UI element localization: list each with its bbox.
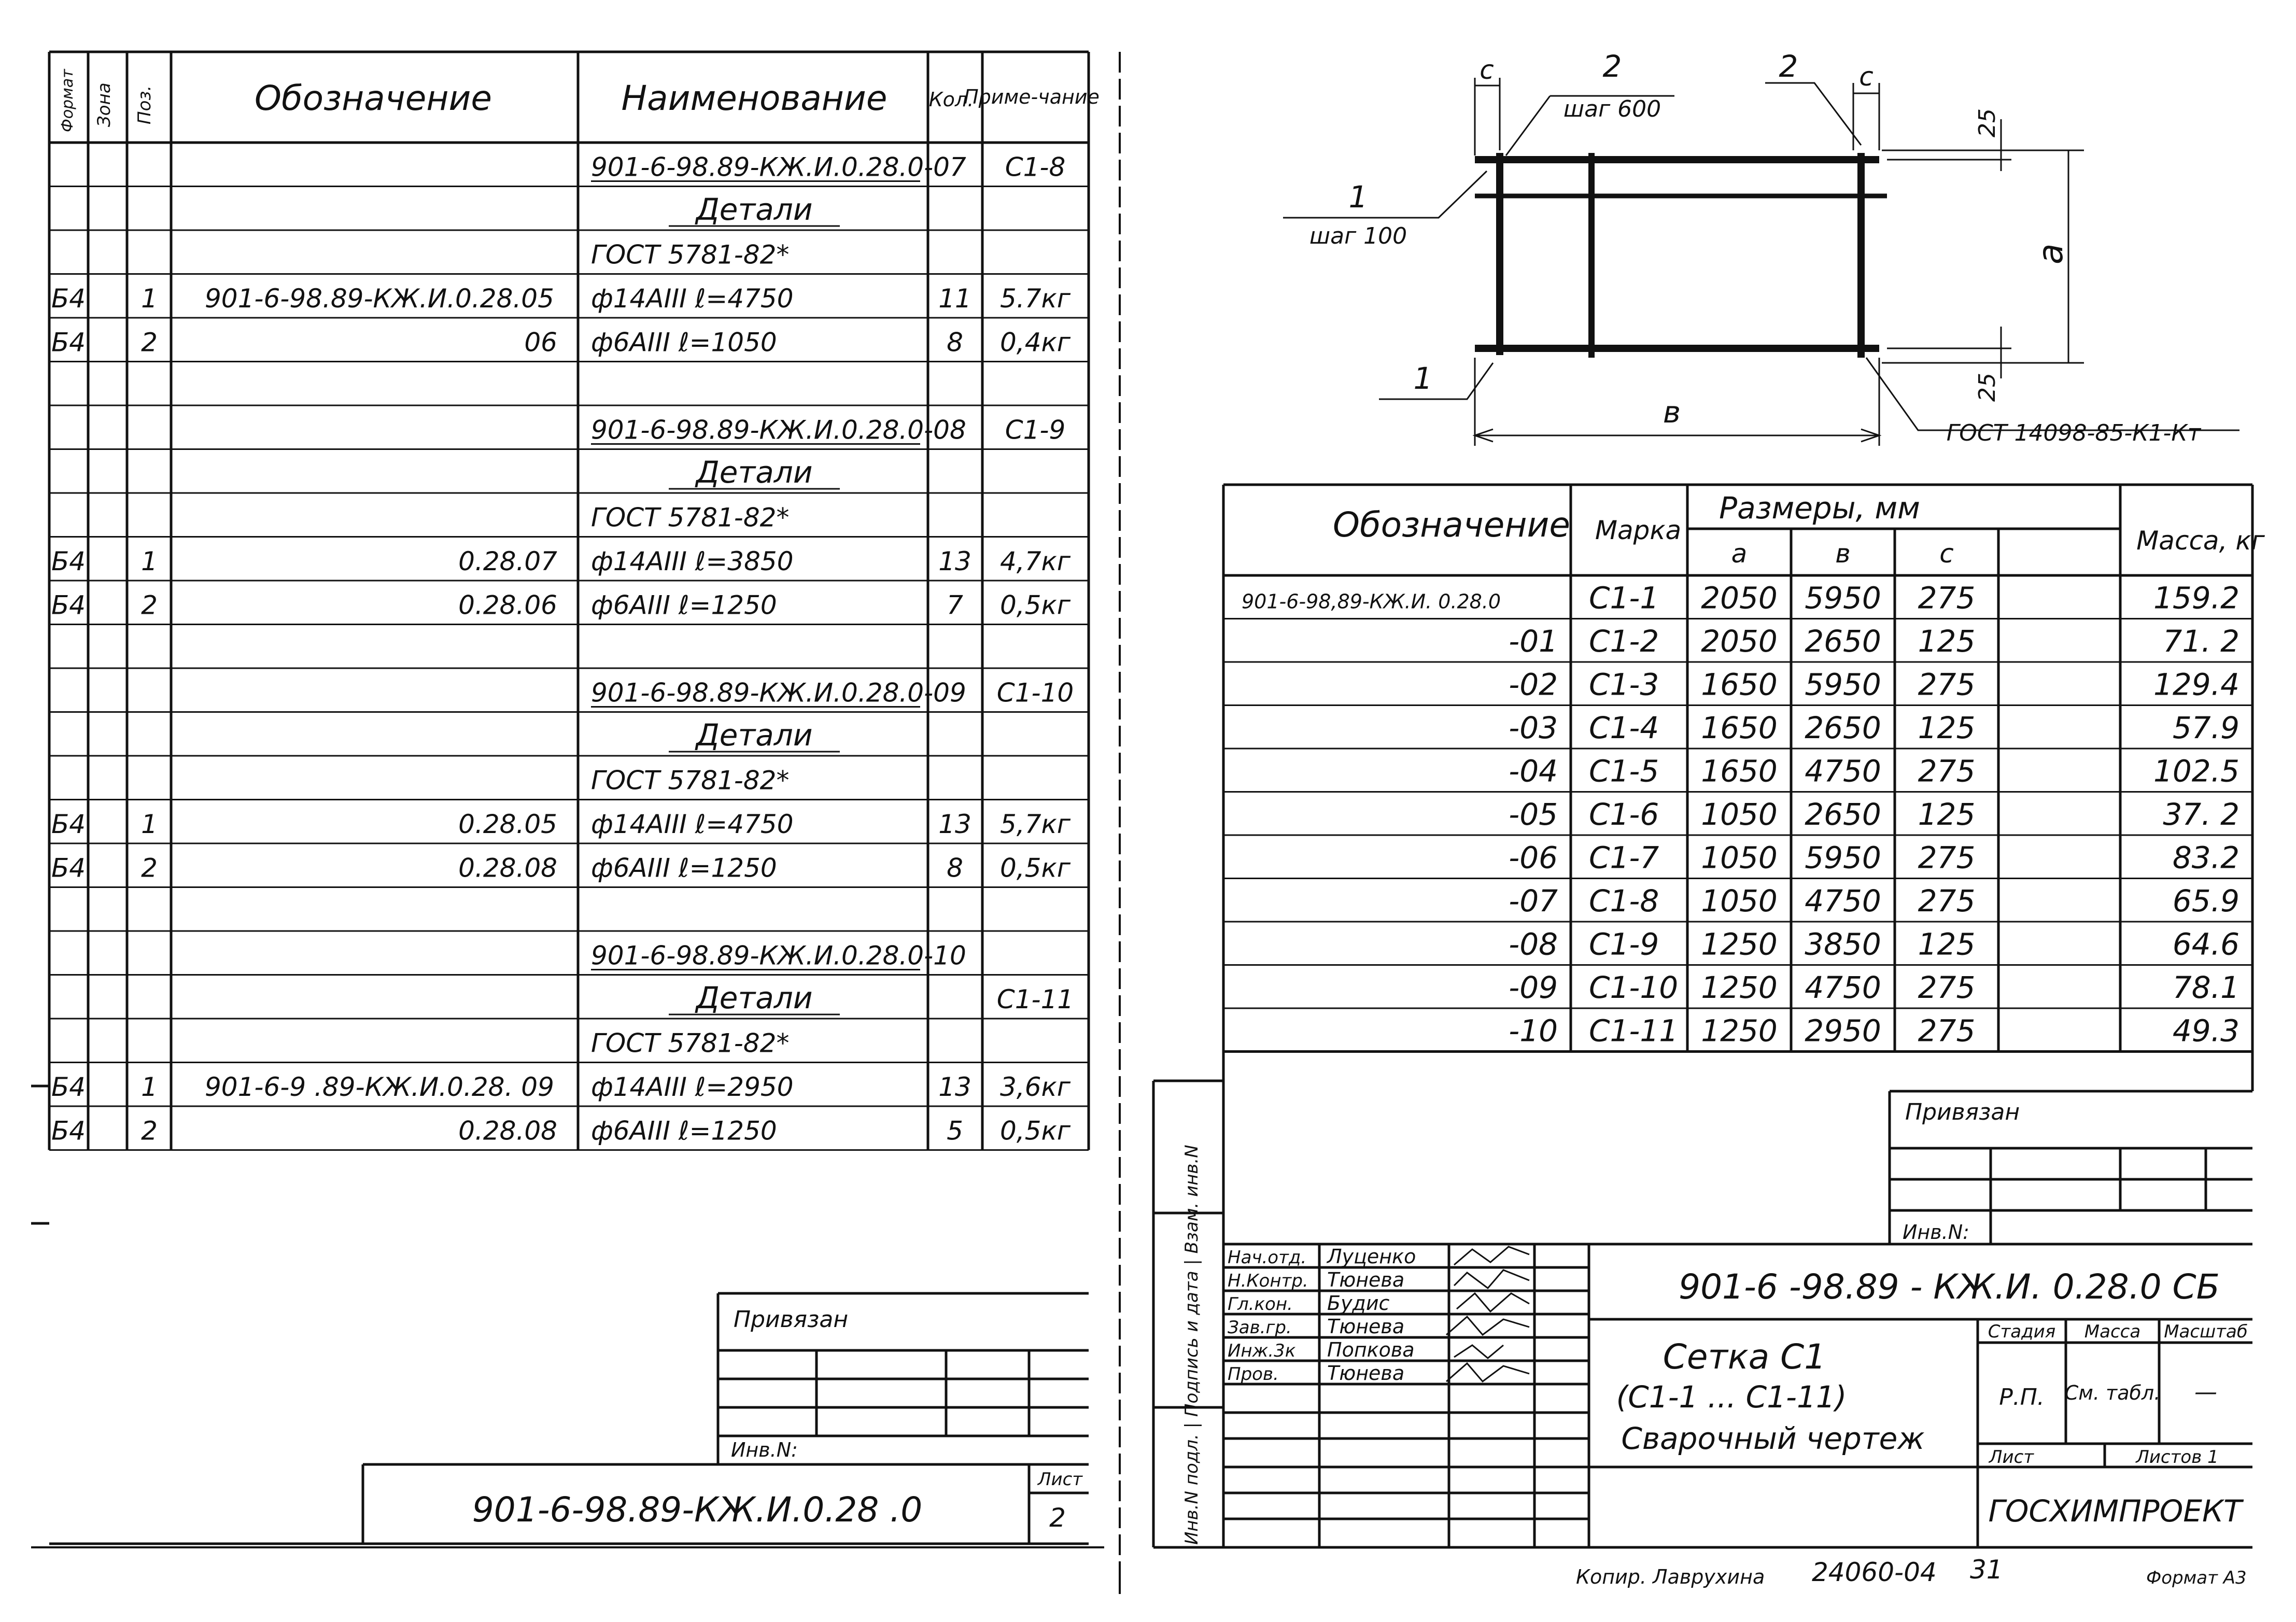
size-cell-mass: 49.3 xyxy=(2172,1013,2239,1049)
size-header-b: в xyxy=(1835,539,1851,569)
size-cell-b: 4750 xyxy=(1805,970,1881,1005)
spec-row xyxy=(51,284,1071,314)
tb-stage-label: Стадия xyxy=(1988,1321,2056,1342)
staff-row xyxy=(1228,1362,1404,1385)
size-cell-mark: С1-7 xyxy=(1589,840,1659,876)
size-cell-mass: 159.2 xyxy=(2153,580,2239,616)
size-row xyxy=(1509,710,2239,745)
size-cell-b: 2950 xyxy=(1805,1013,1881,1049)
spec-cell-note: С1-8 xyxy=(1005,152,1066,182)
tb-title-2: (С1-1 ... С1-11) xyxy=(1616,1379,1847,1415)
spec-cell-name: ГОСТ 5781-82* xyxy=(591,239,790,270)
size-cell-mass: 78.1 xyxy=(2172,970,2239,1005)
size-cell-a: 1250 xyxy=(1701,926,1778,962)
spec-cell-qty: 11 xyxy=(938,284,971,314)
tb-title-3: Сварочный чертеж xyxy=(1621,1421,1925,1456)
size-cell-a: 1250 xyxy=(1701,970,1778,1005)
spec-cell-name: Детали xyxy=(696,980,813,1015)
spec-cell-name: ф6АIII ℓ=1050 xyxy=(591,327,777,358)
spec-row xyxy=(591,152,1065,182)
spec-cell-name: Детали xyxy=(696,455,813,490)
spec-cell-note: 0,5кг xyxy=(1000,853,1070,883)
staff-name: Луценко xyxy=(1327,1245,1416,1268)
spec-row xyxy=(669,455,840,490)
size-cell-a: 1050 xyxy=(1701,883,1778,919)
size-row xyxy=(1509,927,2239,962)
staff-name: Попкова xyxy=(1327,1338,1415,1361)
spec-cell-name: ф14АIII ℓ=4750 xyxy=(591,809,794,839)
weld-note: ГОСТ 14098-85-К1-Кт xyxy=(1946,420,2201,446)
size-cell-a: 2050 xyxy=(1701,580,1778,616)
size-cell-mark: С1-6 xyxy=(1589,797,1659,832)
spec-cell-pos: 1 xyxy=(141,284,158,314)
spec-cell-format: Б4 xyxy=(51,546,86,576)
size-header-mass: Масса, кг xyxy=(2136,526,2265,556)
size-cell-a: 1650 xyxy=(1701,710,1778,745)
left-specification-table xyxy=(31,52,1100,1544)
size-cell-designation: -10 xyxy=(1509,1013,1558,1049)
size-cell-b: 5950 xyxy=(1805,580,1881,616)
size-cell-designation: -09 xyxy=(1509,970,1558,1005)
size-cell-mark: С1-9 xyxy=(1589,926,1659,962)
size-cell-mass: 83.2 xyxy=(2172,840,2239,876)
size-cell-c: 125 xyxy=(1918,624,1976,659)
step-600: шаг 600 xyxy=(1563,96,1661,122)
size-cell-mass: 65.9 xyxy=(2172,883,2239,919)
size-cell-mark: С1-5 xyxy=(1589,753,1659,789)
dim-c-left: с xyxy=(1480,55,1494,85)
tb-scale-label: Масштаб xyxy=(2164,1321,2248,1342)
tb-sheets-label: Листов 1 xyxy=(2136,1447,2219,1468)
header-zone: Зона xyxy=(94,82,115,127)
spec-cell-note: 5,7кг xyxy=(1000,809,1070,839)
bar2-label: 2 xyxy=(1602,49,1622,84)
staff-role: Н.Контр. xyxy=(1228,1271,1308,1291)
tb-sheet-label: Лист xyxy=(1989,1447,2034,1468)
spec-row xyxy=(669,192,840,227)
size-cell-b: 2650 xyxy=(1805,624,1881,659)
spec-row xyxy=(669,717,840,753)
size-cell-a: 1650 xyxy=(1701,753,1778,789)
mesh-drawing xyxy=(1283,49,2239,446)
staff-row xyxy=(1228,1245,1416,1268)
staff-row xyxy=(1228,1268,1404,1291)
spec-cell-designation: 06 xyxy=(524,327,557,358)
size-cell-c: 275 xyxy=(1918,667,1976,702)
size-header-sizes: Размеры, мм xyxy=(1719,490,1920,526)
spec-cell-format: Б4 xyxy=(51,327,86,358)
spec-row xyxy=(591,1028,789,1059)
footer-format: Формат А3 xyxy=(2146,1568,2247,1588)
tb-title-1: Сетка С1 xyxy=(1663,1337,1826,1377)
header-pos: Поз. xyxy=(134,85,155,124)
spec-cell-designation: 0.28.07 xyxy=(458,546,557,576)
size-cell-c: 125 xyxy=(1918,710,1976,745)
spec-cell-format: Б4 xyxy=(51,809,86,839)
size-cell-mass: 102.5 xyxy=(2153,753,2239,789)
spec-cell-pos: 2 xyxy=(141,327,158,358)
size-cell-b: 5950 xyxy=(1805,840,1881,876)
size-cell-designation: -02 xyxy=(1509,667,1558,702)
size-cell-mass: 64.6 xyxy=(2172,926,2239,962)
left-privyazan: Привязан xyxy=(734,1306,849,1333)
spec-cell-name: ф6АIII ℓ=1250 xyxy=(591,853,777,883)
size-cell-c: 275 xyxy=(1918,1013,1976,1049)
bar1-label: 1 xyxy=(1348,179,1368,215)
size-cell-mass: 37. 2 xyxy=(2163,797,2239,832)
size-row xyxy=(1509,1013,2239,1049)
spec-cell-designation: 0.28.08 xyxy=(458,1116,557,1146)
spec-row xyxy=(591,941,966,971)
staff-name: Тюнева xyxy=(1327,1315,1405,1338)
spec-cell-note: 0,5кг xyxy=(1000,590,1070,620)
spec-cell-pos: 2 xyxy=(141,1116,158,1146)
spec-row xyxy=(51,853,1071,883)
staff-name: Будис xyxy=(1327,1292,1390,1315)
size-cell-a: 2050 xyxy=(1701,624,1778,659)
spec-row xyxy=(591,678,1074,708)
spec-cell-qty: 5 xyxy=(947,1116,963,1146)
size-cell-designation: -03 xyxy=(1509,710,1558,745)
spec-row xyxy=(591,415,1065,445)
size-cell-c: 275 xyxy=(1918,840,1976,876)
size-cell-b: 2650 xyxy=(1805,710,1881,745)
spec-row xyxy=(591,240,789,270)
spec-cell-format: Б4 xyxy=(51,284,86,314)
header-name: Наименование xyxy=(621,78,888,118)
size-cell-designation: -04 xyxy=(1509,753,1558,789)
header-note: Приме-чание xyxy=(964,86,1100,108)
size-cell-mass: 71. 2 xyxy=(2163,624,2239,659)
spec-cell-qty: 8 xyxy=(947,853,963,883)
spec-cell-name: ф14АIII ℓ=4750 xyxy=(591,284,794,314)
bar1-bottom-label: 1 xyxy=(1413,361,1433,396)
tb-scale-value: — xyxy=(2194,1379,2217,1405)
dim-25-bottom: 25 xyxy=(1974,373,2001,402)
spec-cell-format: Б4 xyxy=(51,1072,86,1102)
size-header-mark: Марка xyxy=(1595,515,1682,545)
staff-role: Нач.отд. xyxy=(1228,1247,1307,1268)
spec-cell-format: Б4 xyxy=(51,590,86,620)
spec-cell-qty: 13 xyxy=(938,809,971,839)
size-cell-c: 275 xyxy=(1918,883,1976,919)
size-cell-mass: 57.9 xyxy=(2172,710,2239,745)
tb-mass-label: Масса xyxy=(2084,1321,2141,1342)
spec-cell-name: ГОСТ 5781-82* xyxy=(591,1028,790,1059)
spec-row xyxy=(51,1116,1071,1146)
left-inv: Инв.N: xyxy=(731,1438,798,1461)
spec-cell-format: Б4 xyxy=(51,853,86,883)
spec-cell-qty: 13 xyxy=(938,546,971,576)
size-cell-designation: -08 xyxy=(1509,926,1558,962)
size-cell-c: 275 xyxy=(1918,753,1976,789)
size-row xyxy=(1509,667,2239,702)
dim-a: а xyxy=(2031,243,2070,264)
size-cell-b: 2650 xyxy=(1805,797,1881,832)
bar2-right-label: 2 xyxy=(1779,49,1798,84)
footer-order: 24060-04 xyxy=(1812,1557,1937,1587)
staff-role: Пров. xyxy=(1228,1364,1279,1385)
staff-name: Тюнева xyxy=(1327,1362,1405,1385)
tb-org: ГОСХИМПРОЕКТ xyxy=(1988,1493,2242,1529)
spec-row xyxy=(51,590,1071,620)
tb-side-stamp: Инв.N подл. | Подпись и дата | Взам. инв.N xyxy=(1181,1145,1202,1545)
left-stamp xyxy=(31,1086,1089,1544)
spec-cell-pos: 2 xyxy=(141,853,158,883)
size-cell-mass: 129.4 xyxy=(2153,667,2239,702)
spec-cell-designation: 0.28.08 xyxy=(458,853,557,883)
size-cell-c: 275 xyxy=(1918,970,1976,1005)
dim-b: в xyxy=(1663,394,1681,430)
size-cell-a: 1050 xyxy=(1701,797,1778,832)
size-row xyxy=(1509,970,2239,1005)
spec-cell-name: ГОСТ 5781-82* xyxy=(591,502,790,533)
step-100: шаг 100 xyxy=(1309,223,1407,249)
staff-role: Гл.кон. xyxy=(1228,1294,1293,1315)
left-sheet-no: 2 xyxy=(1049,1503,1066,1533)
size-cell-b: 4750 xyxy=(1805,753,1881,789)
size-header-a: а xyxy=(1731,539,1748,569)
spec-cell-note: 3,6кг xyxy=(1000,1072,1070,1102)
size-cell-designation: -06 xyxy=(1509,840,1558,876)
spec-cell-format: Б4 xyxy=(51,1116,86,1146)
spec-cell-name: ф6АIII ℓ=1250 xyxy=(591,1116,777,1146)
staff-row xyxy=(1228,1338,1415,1361)
spec-cell-pos: 1 xyxy=(141,1072,158,1102)
tb-stage: Р.П. xyxy=(1999,1384,2045,1411)
header-designation: Обозначение xyxy=(255,78,492,118)
size-row xyxy=(1509,624,2239,659)
spec-row xyxy=(51,328,1071,358)
spec-cell-designation: 901-6-9 .89-КЖ.И.0.28. 09 xyxy=(205,1072,554,1102)
spec-cell-note: С1-11 xyxy=(996,984,1074,1014)
spec-cell-name: 901-6-98.89-КЖ.И.0.28.0-07 xyxy=(591,152,966,182)
spec-cell-pos: 1 xyxy=(141,809,158,839)
spec-cell-note: 5.7кг xyxy=(1000,284,1070,314)
spec-cell-note: С1-10 xyxy=(996,678,1074,708)
spec-cell-note: 0,4кг xyxy=(1000,327,1070,358)
dim-c-right: с xyxy=(1859,62,1874,92)
spec-cell-name: 901-6-98.89-КЖ.И.0.28.0-08 xyxy=(591,415,966,445)
spec-cell-designation: 0.28.05 xyxy=(458,809,557,839)
spec-cell-pos: 2 xyxy=(141,590,158,620)
mesh-size-table xyxy=(1223,485,2265,1091)
spec-cell-name: 901-6-98.89-КЖ.И.0.28.0-10 xyxy=(591,940,966,971)
spec-cell-designation: 901-6-98.89-КЖ.И.0.28.05 xyxy=(205,284,554,314)
spec-cell-note: 0,5кг xyxy=(1000,1116,1070,1146)
header-qty: Кол. xyxy=(928,88,974,111)
tb-code: 901-6 -98.89 - КЖ.И. 0.28.0 СБ xyxy=(1679,1267,2220,1307)
size-cell-a: 1650 xyxy=(1701,667,1778,702)
spec-cell-qty: 13 xyxy=(938,1072,971,1102)
size-row xyxy=(1509,840,2239,876)
spec-cell-name: Детали xyxy=(696,192,813,227)
dim-25-top: 25 xyxy=(1974,108,2001,137)
spec-cell-designation: 0.28.06 xyxy=(458,590,557,620)
size-cell-designation: -07 xyxy=(1509,883,1558,919)
tb-privyazan: Привязан xyxy=(1905,1099,2020,1125)
spec-cell-pos: 1 xyxy=(141,546,158,576)
size-cell-a: 1250 xyxy=(1701,1013,1778,1049)
spec-cell-name: 901-6-98.89-КЖ.И.0.28.0-09 xyxy=(591,678,966,708)
spec-cell-name: ф6АIII ℓ=1250 xyxy=(591,590,777,620)
size-cell-mark: С1-4 xyxy=(1589,710,1659,745)
tb-mass-value: См. табл. xyxy=(2064,1381,2161,1404)
spec-cell-name: ф14АIII ℓ=2950 xyxy=(591,1072,794,1102)
spec-row xyxy=(591,503,789,533)
size-header-designation: Обозначение xyxy=(1333,505,1570,545)
size-cell-c: 125 xyxy=(1918,797,1976,832)
spec-cell-qty: 8 xyxy=(947,327,963,358)
spec-cell-name: ГОСТ 5781-82* xyxy=(591,765,790,796)
left-sheet-label: Лист xyxy=(1037,1469,1083,1490)
left-stamp-code: 901-6-98.89-КЖ.И.0.28 .0 xyxy=(472,1490,923,1530)
spec-row xyxy=(669,980,1074,1015)
size-cell-b: 3850 xyxy=(1805,926,1881,962)
size-cell-mark: С1-11 xyxy=(1589,1013,1679,1049)
spec-row xyxy=(51,546,1071,576)
staff-name: Тюнева xyxy=(1327,1268,1405,1291)
staff-role: Зав.гр. xyxy=(1228,1317,1292,1338)
size-cell-mark: С1-8 xyxy=(1589,883,1659,919)
spec-row xyxy=(591,766,789,796)
size-cell-designation: -01 xyxy=(1509,624,1558,659)
footer-copier: Копир. Лаврухина xyxy=(1576,1565,1765,1588)
size-cell-b: 4750 xyxy=(1805,883,1881,919)
tb-inv: Инв.N: xyxy=(1903,1221,1969,1244)
size-row xyxy=(1242,581,2239,616)
size-row xyxy=(1509,797,2239,832)
header-format: Формат xyxy=(59,69,77,132)
staff-row xyxy=(1228,1315,1404,1338)
size-cell-designation: -05 xyxy=(1509,797,1558,832)
size-cell-designation: 901-6-98,89-КЖ.И. 0.28.0 xyxy=(1242,590,1501,613)
size-cell-c: 275 xyxy=(1918,580,1976,616)
size-cell-b: 5950 xyxy=(1805,667,1881,702)
size-cell-a: 1050 xyxy=(1701,840,1778,876)
size-row xyxy=(1509,754,2239,789)
spec-cell-qty: 7 xyxy=(947,590,963,620)
spec-cell-note: 4,7кг xyxy=(1000,546,1070,576)
spec-row xyxy=(51,1072,1071,1102)
spec-cell-name: Детали xyxy=(696,717,813,753)
size-cell-mark: С1-10 xyxy=(1589,970,1679,1005)
size-cell-c: 125 xyxy=(1918,926,1976,962)
spec-cell-note: С1-9 xyxy=(1005,415,1066,445)
footer-page: 31 xyxy=(1970,1555,2003,1585)
spec-cell-name: ф14АIII ℓ=3850 xyxy=(591,546,794,576)
size-cell-mark: С1-1 xyxy=(1589,580,1659,616)
size-row xyxy=(1509,883,2239,919)
spec-row xyxy=(51,809,1071,839)
size-cell-mark: С1-3 xyxy=(1589,667,1659,702)
size-cell-mark: С1-2 xyxy=(1589,624,1659,659)
staff-role: Инж.3к xyxy=(1228,1341,1296,1361)
staff-row xyxy=(1228,1292,1390,1315)
size-header-c: с xyxy=(1939,539,1954,569)
